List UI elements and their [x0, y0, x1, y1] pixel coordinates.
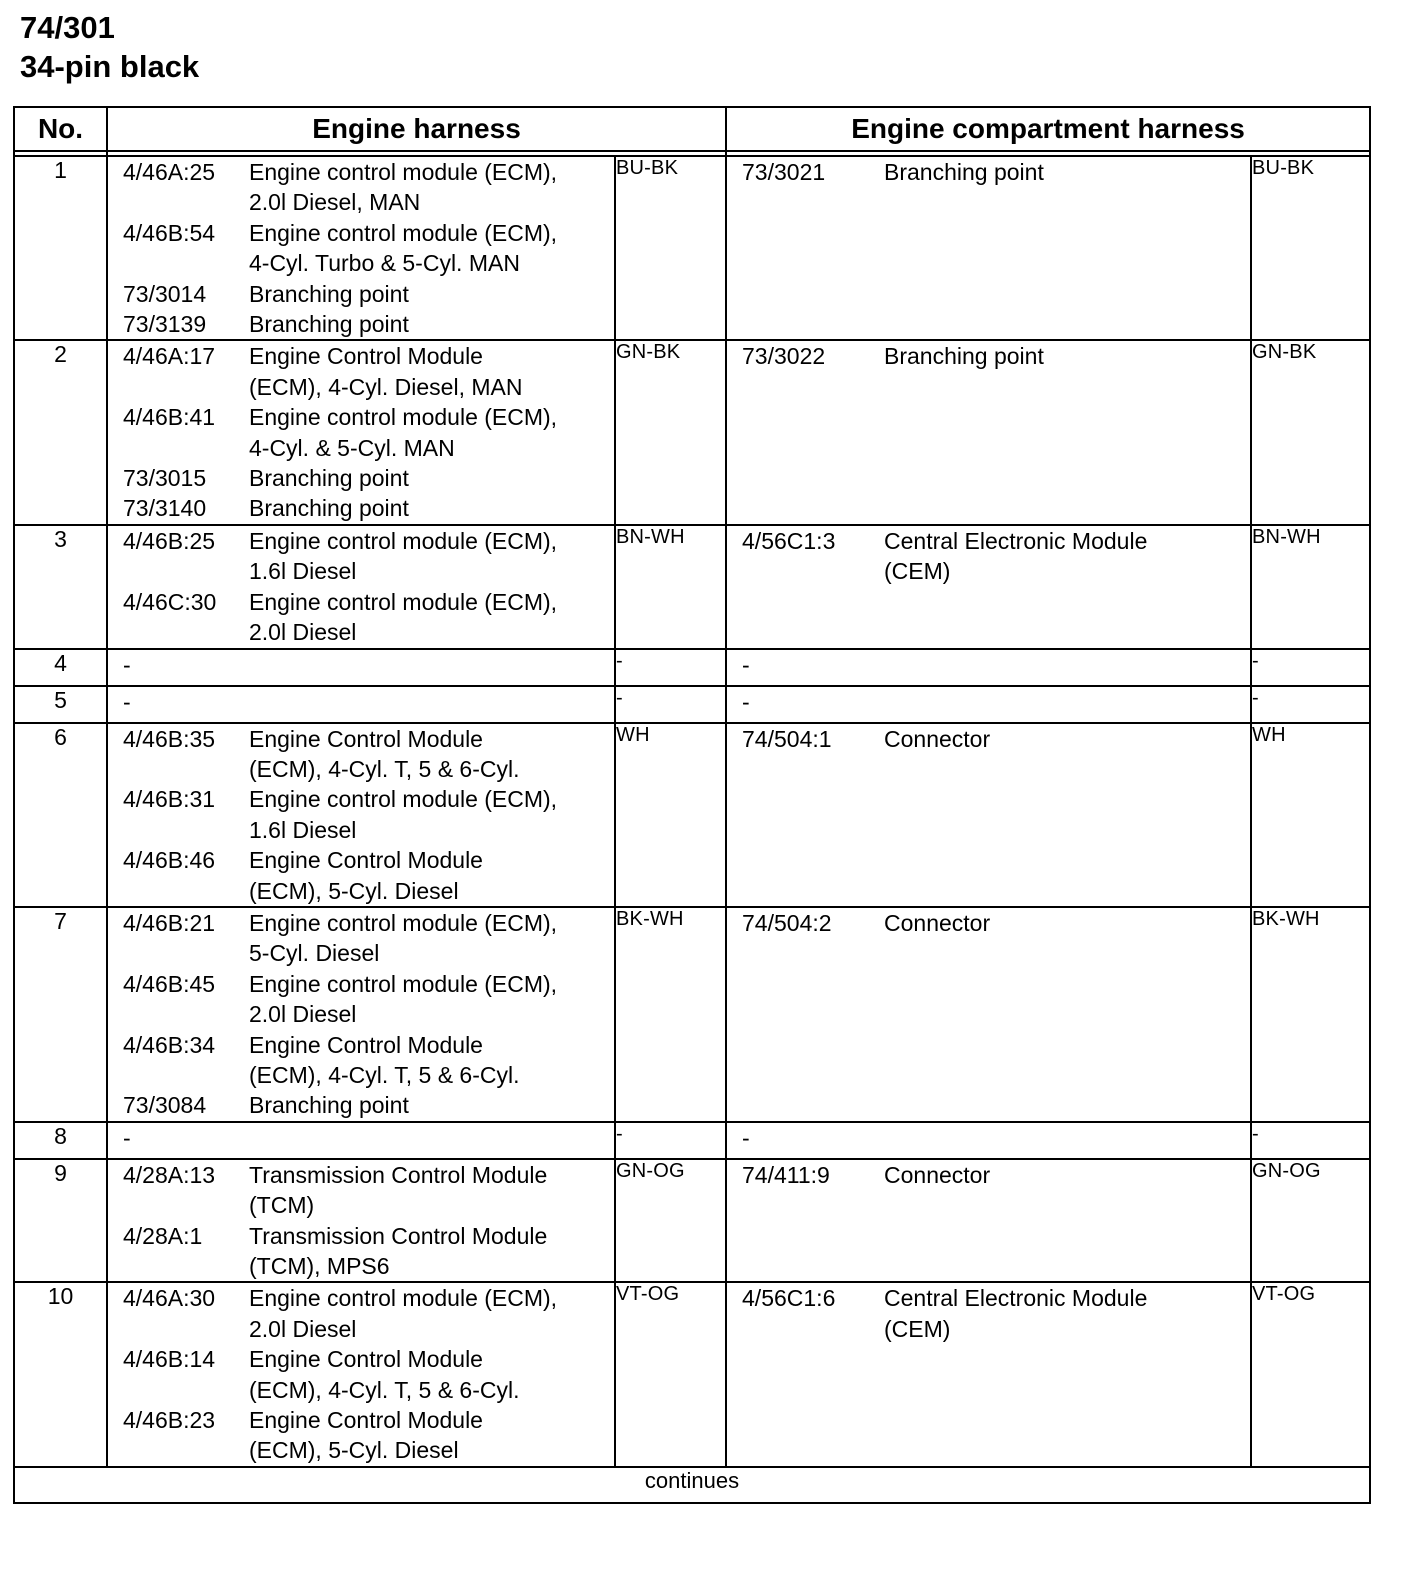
pin-number: 9 — [14, 1159, 107, 1283]
compartment-wire-color: - — [1251, 1122, 1370, 1159]
description-line: (ECM), 4-Cyl. T, 5 & 6-Cyl. — [249, 1061, 520, 1088]
pin-number: 2 — [14, 340, 107, 524]
description-line: 4-Cyl. Turbo & 5-Cyl. MAN — [249, 250, 520, 277]
empty-entry: - — [123, 651, 131, 678]
description-line: Engine control module (ECM), — [249, 159, 558, 185]
description-line: Engine Control Module — [249, 1407, 483, 1434]
header-engine-compartment-harness: Engine compartment harness — [726, 107, 1370, 151]
engine-entry — [108, 309, 614, 339]
engine-entry — [108, 1090, 614, 1120]
component-description — [249, 724, 614, 785]
compartment-harness-cell — [726, 907, 1251, 1122]
connector-ref: 4/28A:13 — [123, 1161, 216, 1188]
component-description — [249, 218, 614, 279]
engine-entry — [108, 402, 614, 463]
component-description — [249, 1030, 614, 1091]
description-line: Engine control module (ECM), — [249, 527, 558, 554]
connector-ref: 74/411:9 — [742, 1161, 830, 1188]
engine-wire-color: BN-WH — [615, 525, 726, 649]
table-row — [14, 156, 1370, 340]
engine-harness-cell — [107, 340, 615, 524]
component-description — [249, 526, 614, 587]
pin-number: 5 — [14, 686, 107, 723]
connector-description: 34-pin black — [20, 49, 200, 84]
engine-entry — [108, 1405, 614, 1466]
description-line: Branching point — [249, 465, 409, 492]
component-description — [249, 969, 614, 1030]
description-line: Engine Control Module — [249, 343, 483, 370]
connector-ref: 73/3021 — [742, 159, 826, 185]
component-description — [249, 463, 614, 493]
description-line: Central Electronic Module — [884, 1285, 1148, 1312]
description-line: Engine control module (ECM), — [249, 1285, 558, 1312]
table-body — [14, 156, 1370, 1467]
engine-entry — [108, 493, 614, 523]
description-line: Branching point — [884, 159, 1044, 185]
compartment-entry — [727, 526, 1250, 587]
description-line: (CEM) — [884, 1315, 951, 1342]
engine-wire-color: WH — [615, 723, 726, 907]
connector-ref: 73/3139 — [123, 311, 207, 338]
compartment-wire-color: GN-OG — [1251, 1159, 1370, 1283]
description-line: Branching point — [884, 343, 1044, 370]
engine-harness-cell — [107, 686, 615, 723]
compartment-harness-cell — [726, 340, 1251, 524]
description-line: Engine control module (ECM), — [249, 786, 558, 813]
pin-number: 7 — [14, 907, 107, 1122]
engine-wire-color: - — [615, 649, 726, 686]
empty-entry: - — [742, 1124, 750, 1151]
pin-table — [13, 106, 1371, 1504]
description-line: (ECM), 5-Cyl. Diesel — [249, 1437, 459, 1464]
component-description — [249, 279, 614, 309]
connector-ref: 4/56C1:6 — [742, 1285, 836, 1312]
table-row — [14, 723, 1370, 907]
description-line: 2.0l Diesel — [249, 619, 357, 646]
pin-number: 8 — [14, 1122, 107, 1159]
connector-ref: 73/3015 — [123, 465, 207, 492]
pin-number: 4 — [14, 649, 107, 686]
compartment-wire-color: GN-BK — [1251, 340, 1370, 524]
description-line: Connector — [884, 725, 991, 752]
engine-entry — [108, 218, 614, 279]
component-description — [249, 908, 614, 969]
description-line: Engine control module (ECM), — [249, 909, 558, 936]
compartment-entry — [727, 341, 1250, 371]
engine-entry — [108, 587, 614, 648]
description-line: Branching point — [249, 280, 409, 307]
component-description — [249, 157, 614, 218]
compartment-harness-cell — [726, 1282, 1251, 1466]
description-line: Engine Control Module — [249, 1346, 483, 1373]
component-description — [249, 1090, 614, 1120]
compartment-entry — [727, 1160, 1250, 1190]
engine-harness-cell — [107, 907, 615, 1122]
connector-ref: 4/46B:41 — [123, 404, 216, 431]
engine-entry — [108, 463, 614, 493]
engine-harness-cell — [107, 649, 615, 686]
component-description — [249, 341, 614, 402]
compartment-wire-color: WH — [1251, 723, 1370, 907]
table-row — [14, 1159, 1370, 1283]
connector-ref: 4/46B:21 — [123, 909, 216, 936]
engine-harness-cell — [107, 1122, 615, 1159]
compartment-harness-cell — [726, 1122, 1251, 1159]
engine-harness-cell — [107, 156, 615, 340]
description-line: Branching point — [249, 1092, 409, 1119]
compartment-harness-cell — [726, 1159, 1251, 1283]
component-description — [884, 157, 1250, 187]
component-description — [249, 587, 614, 648]
engine-wire-color: GN-BK — [615, 340, 726, 524]
description-line: Engine control module (ECM), — [249, 219, 558, 246]
header-engine-harness: Engine harness — [107, 107, 726, 151]
pin-number: 1 — [14, 156, 107, 340]
description-line: 2.0l Diesel — [249, 1001, 357, 1028]
connector-ref: 74/504:1 — [742, 725, 832, 752]
compartment-wire-color: - — [1251, 686, 1370, 723]
engine-entry — [108, 279, 614, 309]
engine-entry — [108, 1030, 614, 1091]
component-description — [249, 1344, 614, 1405]
connector-ref: 4/46B:31 — [123, 786, 216, 813]
component-description — [249, 493, 614, 523]
description-line: (CEM) — [884, 558, 951, 585]
description-line: Transmission Control Module — [249, 1161, 548, 1188]
empty-entry: - — [123, 688, 131, 715]
description-line: Transmission Control Module — [249, 1222, 548, 1249]
compartment-harness-cell — [726, 156, 1251, 340]
continues-note: continues — [14, 1467, 1370, 1503]
description-line: Branching point — [249, 311, 409, 338]
connector-ref: 4/46A:30 — [123, 1285, 216, 1312]
component-description — [249, 309, 614, 339]
description-line: Connector — [884, 1161, 991, 1188]
engine-harness-cell — [107, 525, 615, 649]
compartment-wire-color: BK-WH — [1251, 907, 1370, 1122]
compartment-wire-color: BU-BK — [1251, 156, 1370, 340]
engine-entry — [108, 341, 614, 402]
connector-ref: 4/46C:30 — [123, 588, 217, 615]
engine-wire-color: - — [615, 1122, 726, 1159]
table-row — [14, 686, 1370, 723]
compartment-entry — [727, 157, 1250, 187]
description-line: (ECM), 5-Cyl. Diesel — [249, 877, 459, 904]
connector-ref: 4/46B:14 — [123, 1346, 216, 1373]
connector-ref: 4/46B:54 — [123, 219, 216, 246]
component-description — [249, 845, 614, 906]
description-line: Engine control module (ECM), — [249, 588, 558, 615]
engine-harness-cell — [107, 723, 615, 907]
connector-ref: 4/46B:35 — [123, 725, 216, 752]
pin-number: 10 — [14, 1282, 107, 1466]
connector-ref: 4/56C1:3 — [742, 527, 836, 554]
compartment-wire-color: BN-WH — [1251, 525, 1370, 649]
description-line: (TCM) — [249, 1192, 315, 1219]
description-line: Engine control module (ECM), — [249, 970, 558, 997]
table-row — [14, 340, 1370, 524]
description-line: Engine Control Module — [249, 1031, 483, 1058]
connector-ref: 4/28A:1 — [123, 1222, 203, 1249]
engine-entry — [108, 1283, 614, 1344]
engine-entry — [108, 157, 614, 218]
empty-entry: - — [123, 1124, 131, 1151]
table-row — [14, 1282, 1370, 1466]
component-description — [884, 724, 1250, 754]
component-description — [884, 908, 1250, 938]
description-line: Central Electronic Module — [884, 527, 1148, 554]
component-description — [249, 402, 614, 463]
connector-ref: 4/46A:25 — [123, 159, 216, 185]
description-line: (TCM), MPS6 — [249, 1253, 390, 1279]
compartment-harness-cell — [726, 525, 1251, 649]
compartment-entry — [727, 908, 1250, 938]
compartment-wire-color: - — [1251, 649, 1370, 686]
pin-number: 3 — [14, 525, 107, 649]
pin-number: 6 — [14, 723, 107, 907]
description-line: 4-Cyl. & 5-Cyl. MAN — [249, 434, 455, 461]
compartment-harness-cell — [726, 649, 1251, 686]
connector-ref: 4/46B:46 — [123, 847, 216, 874]
engine-wire-color: - — [615, 686, 726, 723]
description-line: 2.0l Diesel — [249, 1315, 357, 1342]
engine-wire-color: BU-BK — [615, 156, 726, 340]
description-line: (ECM), 4-Cyl. T, 5 & 6-Cyl. — [249, 755, 520, 782]
component-description — [884, 1283, 1250, 1344]
compartment-entry — [727, 724, 1250, 754]
description-line: Branching point — [249, 495, 409, 522]
description-line: 5-Cyl. Diesel — [249, 940, 380, 967]
engine-entry — [108, 526, 614, 587]
table-row — [14, 907, 1370, 1122]
compartment-entry — [727, 1283, 1250, 1344]
connector-ref: 73/3014 — [123, 280, 207, 307]
connector-ref: 73/3022 — [742, 343, 826, 370]
table-row — [14, 1122, 1370, 1159]
engine-entry — [108, 724, 614, 785]
engine-entry — [108, 845, 614, 906]
component-description — [249, 1283, 614, 1344]
description-line: Engine control module (ECM), — [249, 404, 558, 431]
connector-ref: 4/46B:45 — [123, 970, 216, 997]
engine-entry — [108, 1221, 614, 1282]
connector-ref: 73/3140 — [123, 495, 207, 522]
table-row — [14, 525, 1370, 649]
component-description — [249, 1160, 614, 1221]
description-line: Engine Control Module — [249, 847, 483, 874]
empty-entry: - — [742, 651, 750, 678]
component-description — [249, 1221, 614, 1282]
description-line: 2.0l Diesel, MAN — [249, 189, 421, 216]
connector-ref: 73/3084 — [123, 1092, 207, 1119]
connector-ref: 4/46B:25 — [123, 527, 216, 554]
engine-entry — [108, 969, 614, 1030]
engine-harness-cell — [107, 1159, 615, 1283]
description-line: 1.6l Diesel — [249, 558, 357, 585]
engine-entry — [108, 1344, 614, 1405]
header-no: No. — [14, 107, 107, 151]
description-line: (ECM), 4-Cyl. Diesel, MAN — [249, 373, 523, 400]
description-line: Engine Control Module — [249, 725, 483, 752]
connector-id: 74/301 — [20, 10, 115, 45]
engine-wire-color: BK-WH — [615, 907, 726, 1122]
connector-ref: 4/46A:17 — [123, 343, 216, 370]
engine-harness-cell — [107, 1282, 615, 1466]
engine-entry — [108, 1160, 614, 1221]
engine-entry — [108, 784, 614, 845]
component-description — [884, 526, 1250, 587]
description-line: (ECM), 4-Cyl. T, 5 & 6-Cyl. — [249, 1376, 520, 1403]
table-row — [14, 649, 1370, 686]
connector-ref: 4/46B:34 — [123, 1031, 216, 1058]
engine-entry — [108, 908, 614, 969]
compartment-harness-cell — [726, 723, 1251, 907]
empty-entry: - — [742, 688, 750, 715]
component-description — [249, 1405, 614, 1466]
component-description — [884, 341, 1250, 371]
engine-wire-color: VT-OG — [615, 1282, 726, 1466]
description-line: Connector — [884, 909, 991, 936]
compartment-wire-color: VT-OG — [1251, 1282, 1370, 1466]
connector-ref: 74/504:2 — [742, 909, 832, 936]
component-description — [884, 1160, 1250, 1190]
compartment-harness-cell — [726, 686, 1251, 723]
connector-ref: 4/46B:23 — [123, 1407, 216, 1434]
description-line: 1.6l Diesel — [249, 816, 357, 843]
component-description — [249, 784, 614, 845]
engine-wire-color: GN-OG — [615, 1159, 726, 1283]
